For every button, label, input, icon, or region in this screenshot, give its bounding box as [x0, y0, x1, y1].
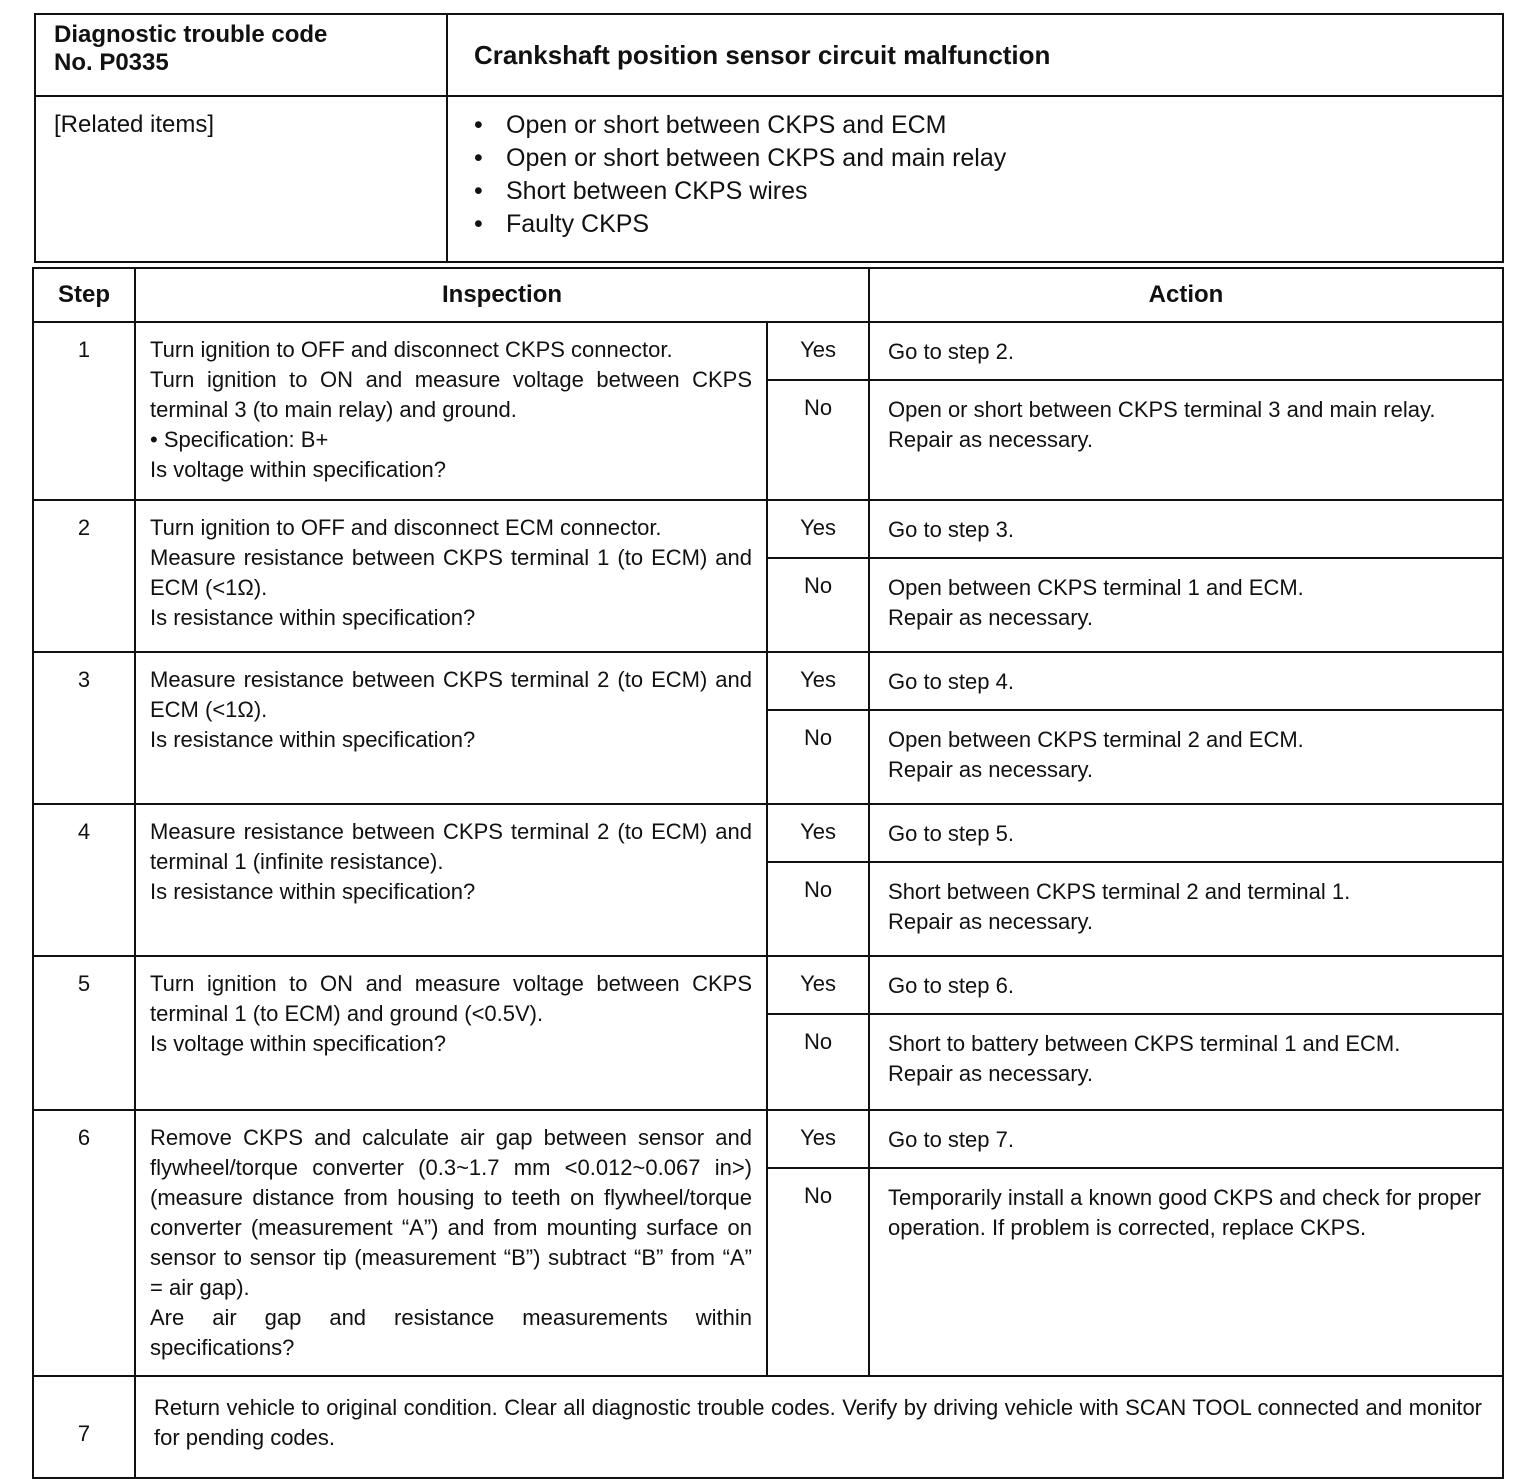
dtc-code-label: Diagnostic trouble code: [54, 21, 328, 48]
yes-label: Yes: [767, 500, 869, 558]
bullet-icon: •: [474, 177, 483, 205]
dtc-title: Crankshaft position sensor circuit malfunction: [447, 14, 1503, 96]
no-action: Temporarily install a known good CKPS and check for proper operation. If problem is corrected, replace CKPS.: [869, 1168, 1503, 1376]
bullet-icon: •: [474, 111, 483, 139]
inspection-cell: Remove CKPS and calculate air gap between sensor and flywheel/torque converter (0.3~1.7 mm <0.012~0.067 in>) (measure distance from housing to teeth on flywheel/torque converter (measurement “A”) and from mounting surface on sensor to sensor tip (measurement “B”) subtract “B” from “A” = air gap). Are air gap and resistance measurements within specifications?: [135, 1110, 767, 1376]
related-items-label: [Related items]: [35, 96, 447, 262]
dtc-code-cell: [35, 14, 447, 96]
no-label: No: [767, 710, 869, 804]
yes-action: Go to step 6.: [869, 956, 1503, 1014]
related-item: • Short between CKPS wires: [474, 175, 1502, 208]
column-header-inspection: Inspection: [135, 268, 869, 322]
step-number: 1: [33, 322, 135, 500]
inspection-cell: Measure resistance between CKPS terminal 2 (to ECM) and terminal 1 (infinite resistance). Is resistance within specification?: [135, 804, 767, 956]
no-action: Open between CKPS terminal 2 and ECM. Repair as necessary.: [869, 710, 1503, 804]
yes-action: Go to step 7.: [869, 1110, 1503, 1168]
no-label: No: [767, 862, 869, 956]
step-number: 4: [33, 804, 135, 956]
related-items-list: [447, 96, 1503, 262]
column-header-step: Step: [33, 268, 135, 322]
final-step-text: Return vehicle to original condition. Clear all diagnostic trouble codes. Verify by driving vehicle with SCAN TOOL connected and monitor for pending codes.: [135, 1376, 1503, 1478]
related-item: • Open or short between CKPS and main relay: [474, 142, 1502, 175]
no-action: Open between CKPS terminal 1 and ECM. Repair as necessary.: [869, 558, 1503, 652]
column-header-action: Action: [869, 268, 1503, 322]
no-label: No: [767, 380, 869, 500]
procedure-table: [32, 267, 1504, 1479]
inspection-cell: Measure resistance between CKPS terminal 2 (to ECM) and ECM (<1Ω). Is resistance within specification?: [135, 652, 767, 804]
bullet-icon: •: [474, 144, 483, 172]
inspection-cell: Turn ignition to OFF and disconnect CKPS connector. Turn ignition to ON and measure voltage between CKPS terminal 3 (to main relay) and ground. • Specification: B+ Is voltage within specification?: [135, 322, 767, 500]
yes-label: Yes: [767, 322, 869, 380]
yes-label: Yes: [767, 1110, 869, 1168]
step-number: 5: [33, 956, 135, 1110]
table-row: [33, 956, 1503, 1014]
yes-label: Yes: [767, 956, 869, 1014]
table-row: [33, 1110, 1503, 1168]
step-number: 2: [33, 500, 135, 652]
dtc-code-number: No. P0335: [54, 49, 169, 76]
table-header-row: [33, 268, 1503, 322]
table-row: [33, 804, 1503, 862]
dtc-header-table: [34, 13, 1504, 263]
no-action: Open or short between CKPS terminal 3 and main relay. Repair as necessary.: [869, 380, 1503, 500]
yes-action: Go to step 2.: [869, 322, 1503, 380]
step-number: 7: [33, 1376, 135, 1478]
table-row: [33, 322, 1503, 380]
no-label: No: [767, 1168, 869, 1376]
no-label: No: [767, 1014, 869, 1110]
related-item: • Faulty CKPS: [474, 208, 1502, 241]
yes-label: Yes: [767, 804, 869, 862]
yes-action: Go to step 3.: [869, 500, 1503, 558]
bullet-icon: •: [474, 210, 483, 238]
step-number: 6: [33, 1110, 135, 1376]
yes-action: Go to step 5.: [869, 804, 1503, 862]
no-action: Short to battery between CKPS terminal 1 and ECM. Repair as necessary.: [869, 1014, 1503, 1110]
no-label: No: [767, 558, 869, 652]
related-item: • Open or short between CKPS and ECM: [474, 109, 1502, 142]
yes-label: Yes: [767, 652, 869, 710]
inspection-cell: Turn ignition to OFF and disconnect ECM connector. Measure resistance between CKPS terminal 1 (to ECM) and ECM (<1Ω). Is resistance within specification?: [135, 500, 767, 652]
step-number: 3: [33, 652, 135, 804]
no-action: Short between CKPS terminal 2 and terminal 1. Repair as necessary.: [869, 862, 1503, 956]
table-row: [33, 1376, 1503, 1478]
yes-action: Go to step 4.: [869, 652, 1503, 710]
table-row: [33, 652, 1503, 710]
table-row: [33, 500, 1503, 558]
inspection-cell: Turn ignition to ON and measure voltage between CKPS terminal 1 (to ECM) and ground (<0.5V). Is voltage within specification?: [135, 956, 767, 1110]
